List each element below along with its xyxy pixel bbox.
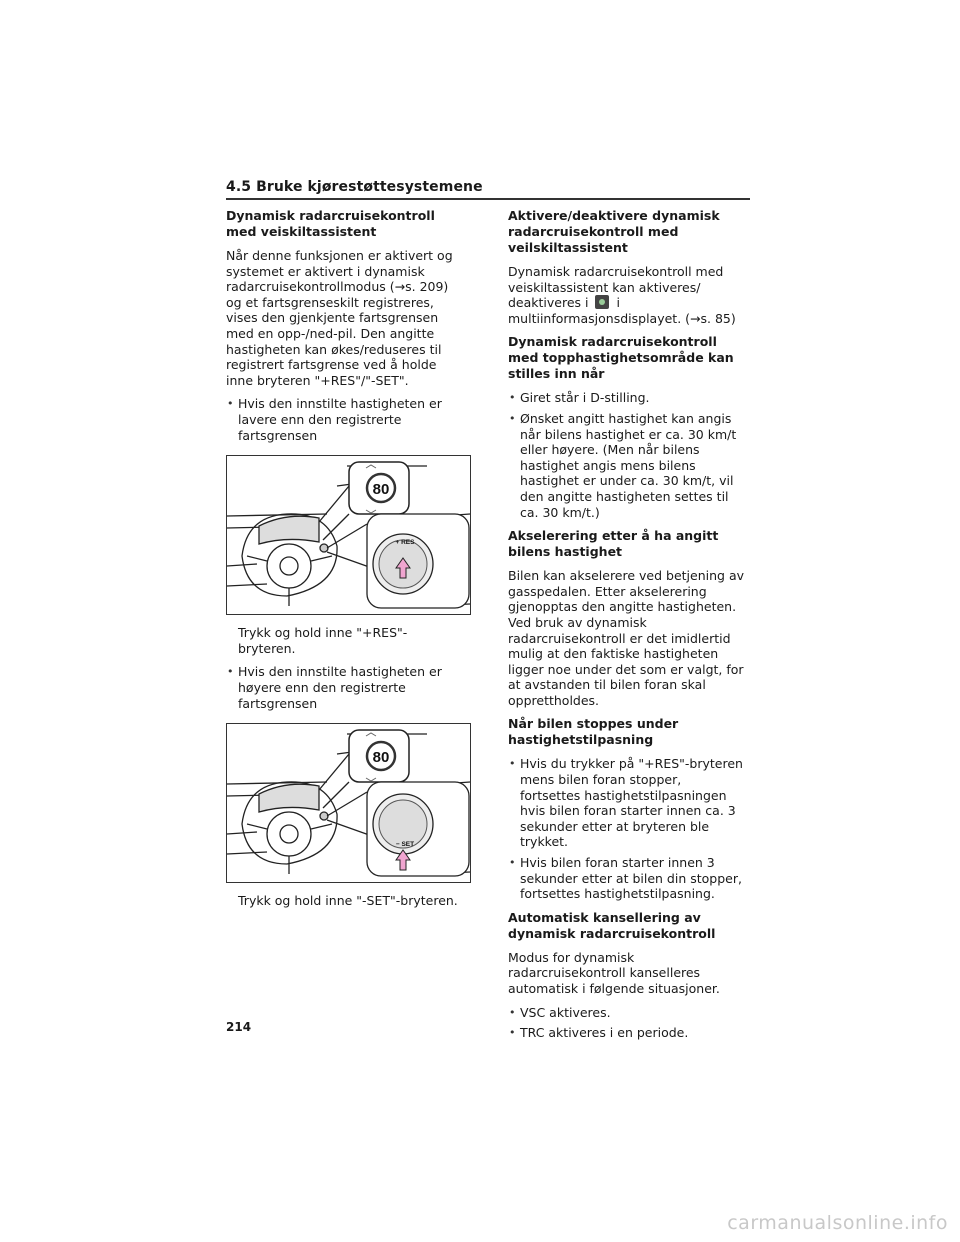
paragraph-activate-text-b: i multiinformasjonsdisplayet. (→s. 85) [508, 295, 736, 326]
bullet-list-2 [226, 664, 462, 711]
speed-sign-value: 80 [372, 481, 390, 499]
list-auto-cancel [508, 1005, 744, 1041]
section-header [226, 179, 750, 200]
heading-top-speed-range: Dynamisk radarcruisekontroll med topphastighetsområde kan stilles inn når [508, 334, 734, 382]
heading-auto-cancel: Automatisk kansellering av dynamisk radarcruisekontroll [508, 909, 716, 941]
settings-icon [595, 295, 609, 309]
heading-acceleration: Akselerering etter å ha angitt bilens hastighet [508, 528, 719, 560]
figure-res-button [226, 455, 471, 615]
bullet-lower-speed: • Hvis den innstilte hastigheten er lavere enn den registrerte fartsgrensen [226, 396, 462, 443]
list-item: • Hvis bilen foran starter innen 3 sekunder etter at bilen din stopper, fortsettes hastighetstilpasning. [508, 855, 744, 902]
paragraph-auto-cancel: Modus for dynamisk radarcruisekontroll kanselleres automatisk i følgende situasjoner. [508, 949, 720, 996]
left-intro-paragraph: Når denne funksjonen er aktivert og systemet er aktivert i dynamisk radarcruisekontrollmodus (→s. 209) og et fartsgrenseskilt registreres, vises den gjenkjente fartsgrensen med en opp-/ned-pil. Den angitte hastigheten kan økes/reduseres til registrert fartsgrense ved å holde inne bryteren "+RES"/"-SET". [226, 248, 453, 388]
left-column [226, 208, 462, 917]
list-item: • VSC aktiveres. [508, 1005, 744, 1021]
caption-set: Trykk og hold inne "-SET"-bryteren. [238, 893, 458, 909]
heading-vehicle-stopped: Når bilen stoppes under hastighetstilpasning [508, 716, 679, 748]
section-title: 4.5 Bruke kjørestøttesystemene [226, 179, 483, 195]
set-button-label: − SET [395, 841, 415, 849]
list-item: • Giret står i D-stilling. [508, 390, 744, 406]
heading-activate-deactivate: Aktivere/deaktivere dynamisk radarcruisekontroll med veilskiltassistent [508, 208, 720, 255]
section-divider [226, 198, 750, 200]
list-item: • Hvis du trykker på "+RES"-bryteren mens bilen foran stopper, fortsettes hastighetstilpasningen hvis bilen foran starter innen ca. 3 sekunder etter at bryteren ble trykket. [508, 756, 744, 850]
res-button-label: + RES [395, 539, 415, 547]
steering-wheel-illustration-res [227, 456, 470, 614]
paragraph-acceleration: Bilen kan akselerere ved betjening av gasspedalen. Etter akselerering gjenopptas den angitte hastigheten. Ved bruk av dynamisk radarcruisekontroll er det imidlertid mulig at den faktiske hastigheten ligger noe under det som er valgt, for at avstanden til bilen foran skal opprettholdes. [508, 568, 744, 708]
left-heading: Dynamisk radarcruisekontroll med veiskiltassistent [226, 208, 435, 239]
bullet-list-1 [226, 396, 462, 443]
watermark: carmanualsonline.info [727, 1212, 948, 1234]
right-column [508, 208, 744, 1049]
bullet-higher-speed: • Hvis den innstilte hastigheten er høyere enn den registrerte fartsgrensen [226, 664, 462, 711]
paragraph-activate-deactivate [508, 264, 744, 326]
list-top-speed [508, 390, 744, 520]
steering-wheel-illustration-set [227, 724, 470, 882]
speed-sign-value: 80 [372, 749, 390, 767]
figure-set-button [226, 723, 471, 883]
paragraph-activate-text-a: Dynamisk radarcruisekontroll med veiskiltassistent kan aktiveres/ deaktiveres i [508, 264, 724, 311]
list-item: • TRC aktiveres i en periode. [508, 1025, 744, 1041]
caption-res: Trykk og hold inne "+RES"-bryteren. [238, 625, 408, 656]
list-vehicle-stopped [508, 756, 744, 901]
page-number: 214 [226, 1020, 252, 1034]
list-item: • Ønsket angitt hastighet kan angis når bilens hastighet er ca. 30 km/t eller høyere. (Men når bilens hastighet angis mens bilens hastighet er under ca. 30 km/t, vil den angitte hastigheten settes til ca. 30 km/t.) [508, 411, 744, 520]
